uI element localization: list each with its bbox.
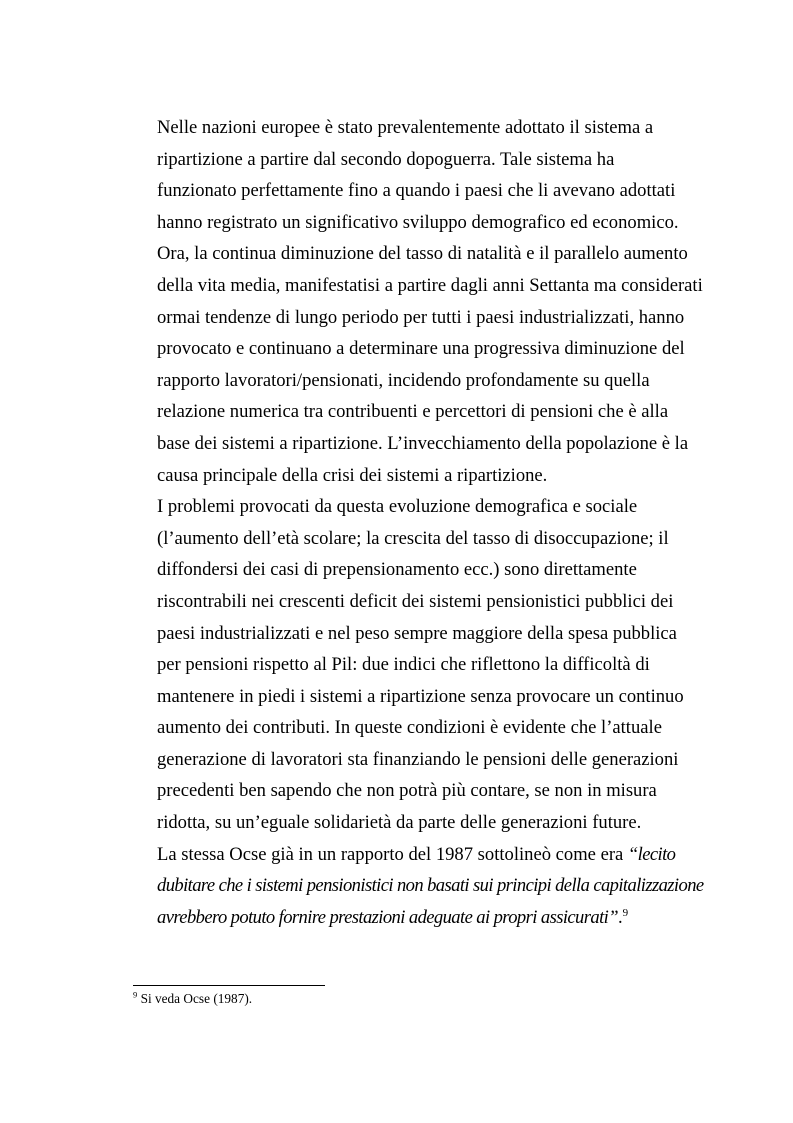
paragraph-2 [157, 491, 697, 839]
text-line: base dei sistemi a ripartizione. L’invecchiamento della popolazione è la [157, 432, 689, 454]
text-line: funzionato perfettamente fino a quando i paesi che li avevano adottati [157, 180, 676, 202]
text-line: per pensioni rispetto al Pil: due indici che riflettono la difficoltà di [157, 654, 650, 676]
text-line: hanno registrato un significativo sviluppo demografico ed economico. [157, 211, 679, 233]
text-line [157, 839, 697, 871]
text-line: della vita media, manifestatisi a partire dagli anni Settanta ma considerati [157, 274, 703, 296]
text-line: ripartizione a partire dal secondo dopoguerra. Tale sistema ha [157, 148, 615, 170]
footnote [133, 991, 252, 1007]
text-line: provocato e continuano a determinare una progressiva diminuzione del [157, 338, 685, 360]
paragraph-3 [157, 839, 704, 934]
footnote-text: Si veda Ocse (1987). [137, 991, 253, 1006]
text-line: relazione numerica tra contribuenti e percettori di pensioni che è alla [157, 401, 669, 423]
text-line: aumento dei contributi. In queste condizioni è evidente che l’attuale [157, 717, 662, 739]
text-run: La stessa Ocse già in un rapporto del 1987 sottolineò come era [157, 843, 628, 865]
text-line [157, 870, 704, 902]
text-line: ridotta, su un’eguale solidarietà da parte delle generazioni future. [157, 812, 642, 834]
text-line: I problemi provocati da questa evoluzione demografica e sociale [157, 496, 638, 518]
text-line: mantenere in piedi i sistemi a ripartizione senza provocare un continuo [157, 685, 684, 707]
text-line: (l’aumento dell’età scolare; la crescita del tasso di disoccupazione; il [157, 527, 669, 549]
text-line: generazione di lavoratori sta finanziando le pensioni delle generazioni [157, 748, 679, 770]
footnote-number: 9 [133, 989, 138, 1000]
text-run: . [617, 906, 623, 928]
text-line: causa principale della crisi dei sistemi a ripartizione. [157, 464, 548, 486]
body-text [157, 112, 704, 933]
quotation: avrebbero potuto fornire prestazioni adeguate ai propri assicurati” [157, 906, 618, 928]
text-line: rapporto lavoratori/pensionati, incidendo profondamente su quella [157, 369, 650, 391]
text-line [157, 902, 697, 934]
text-line: ormai tendenze di lungo periodo per tutti i paesi industrializzati, hanno [157, 306, 685, 328]
footnote-reference[interactable]: 9 [622, 906, 629, 919]
text-line: diffondersi dei casi di prepensionamento ecc.) sono direttamente [157, 559, 637, 581]
text-line: paesi industrializzati e nel peso sempre maggiore della spesa pubblica [157, 622, 677, 644]
text-line: Ora, la continua diminuzione del tasso di natalità e il parallelo aumento [157, 243, 688, 265]
text-line: riscontrabili nei crescenti deficit dei sistemi pensionistici pubblici dei [157, 590, 674, 612]
text-line: Nelle nazioni europee è stato prevalentemente adottato il sistema a [157, 117, 654, 138]
quotation: “lecito [627, 843, 676, 865]
footnote-separator [133, 985, 325, 986]
paragraph-1 [157, 112, 703, 491]
text-line: precedenti ben sapendo che non potrà più contare, se non in misura [157, 780, 657, 802]
quotation: dubitare che i sistemi pensionistici non basati sui principi della capitalizzazione [157, 875, 704, 897]
